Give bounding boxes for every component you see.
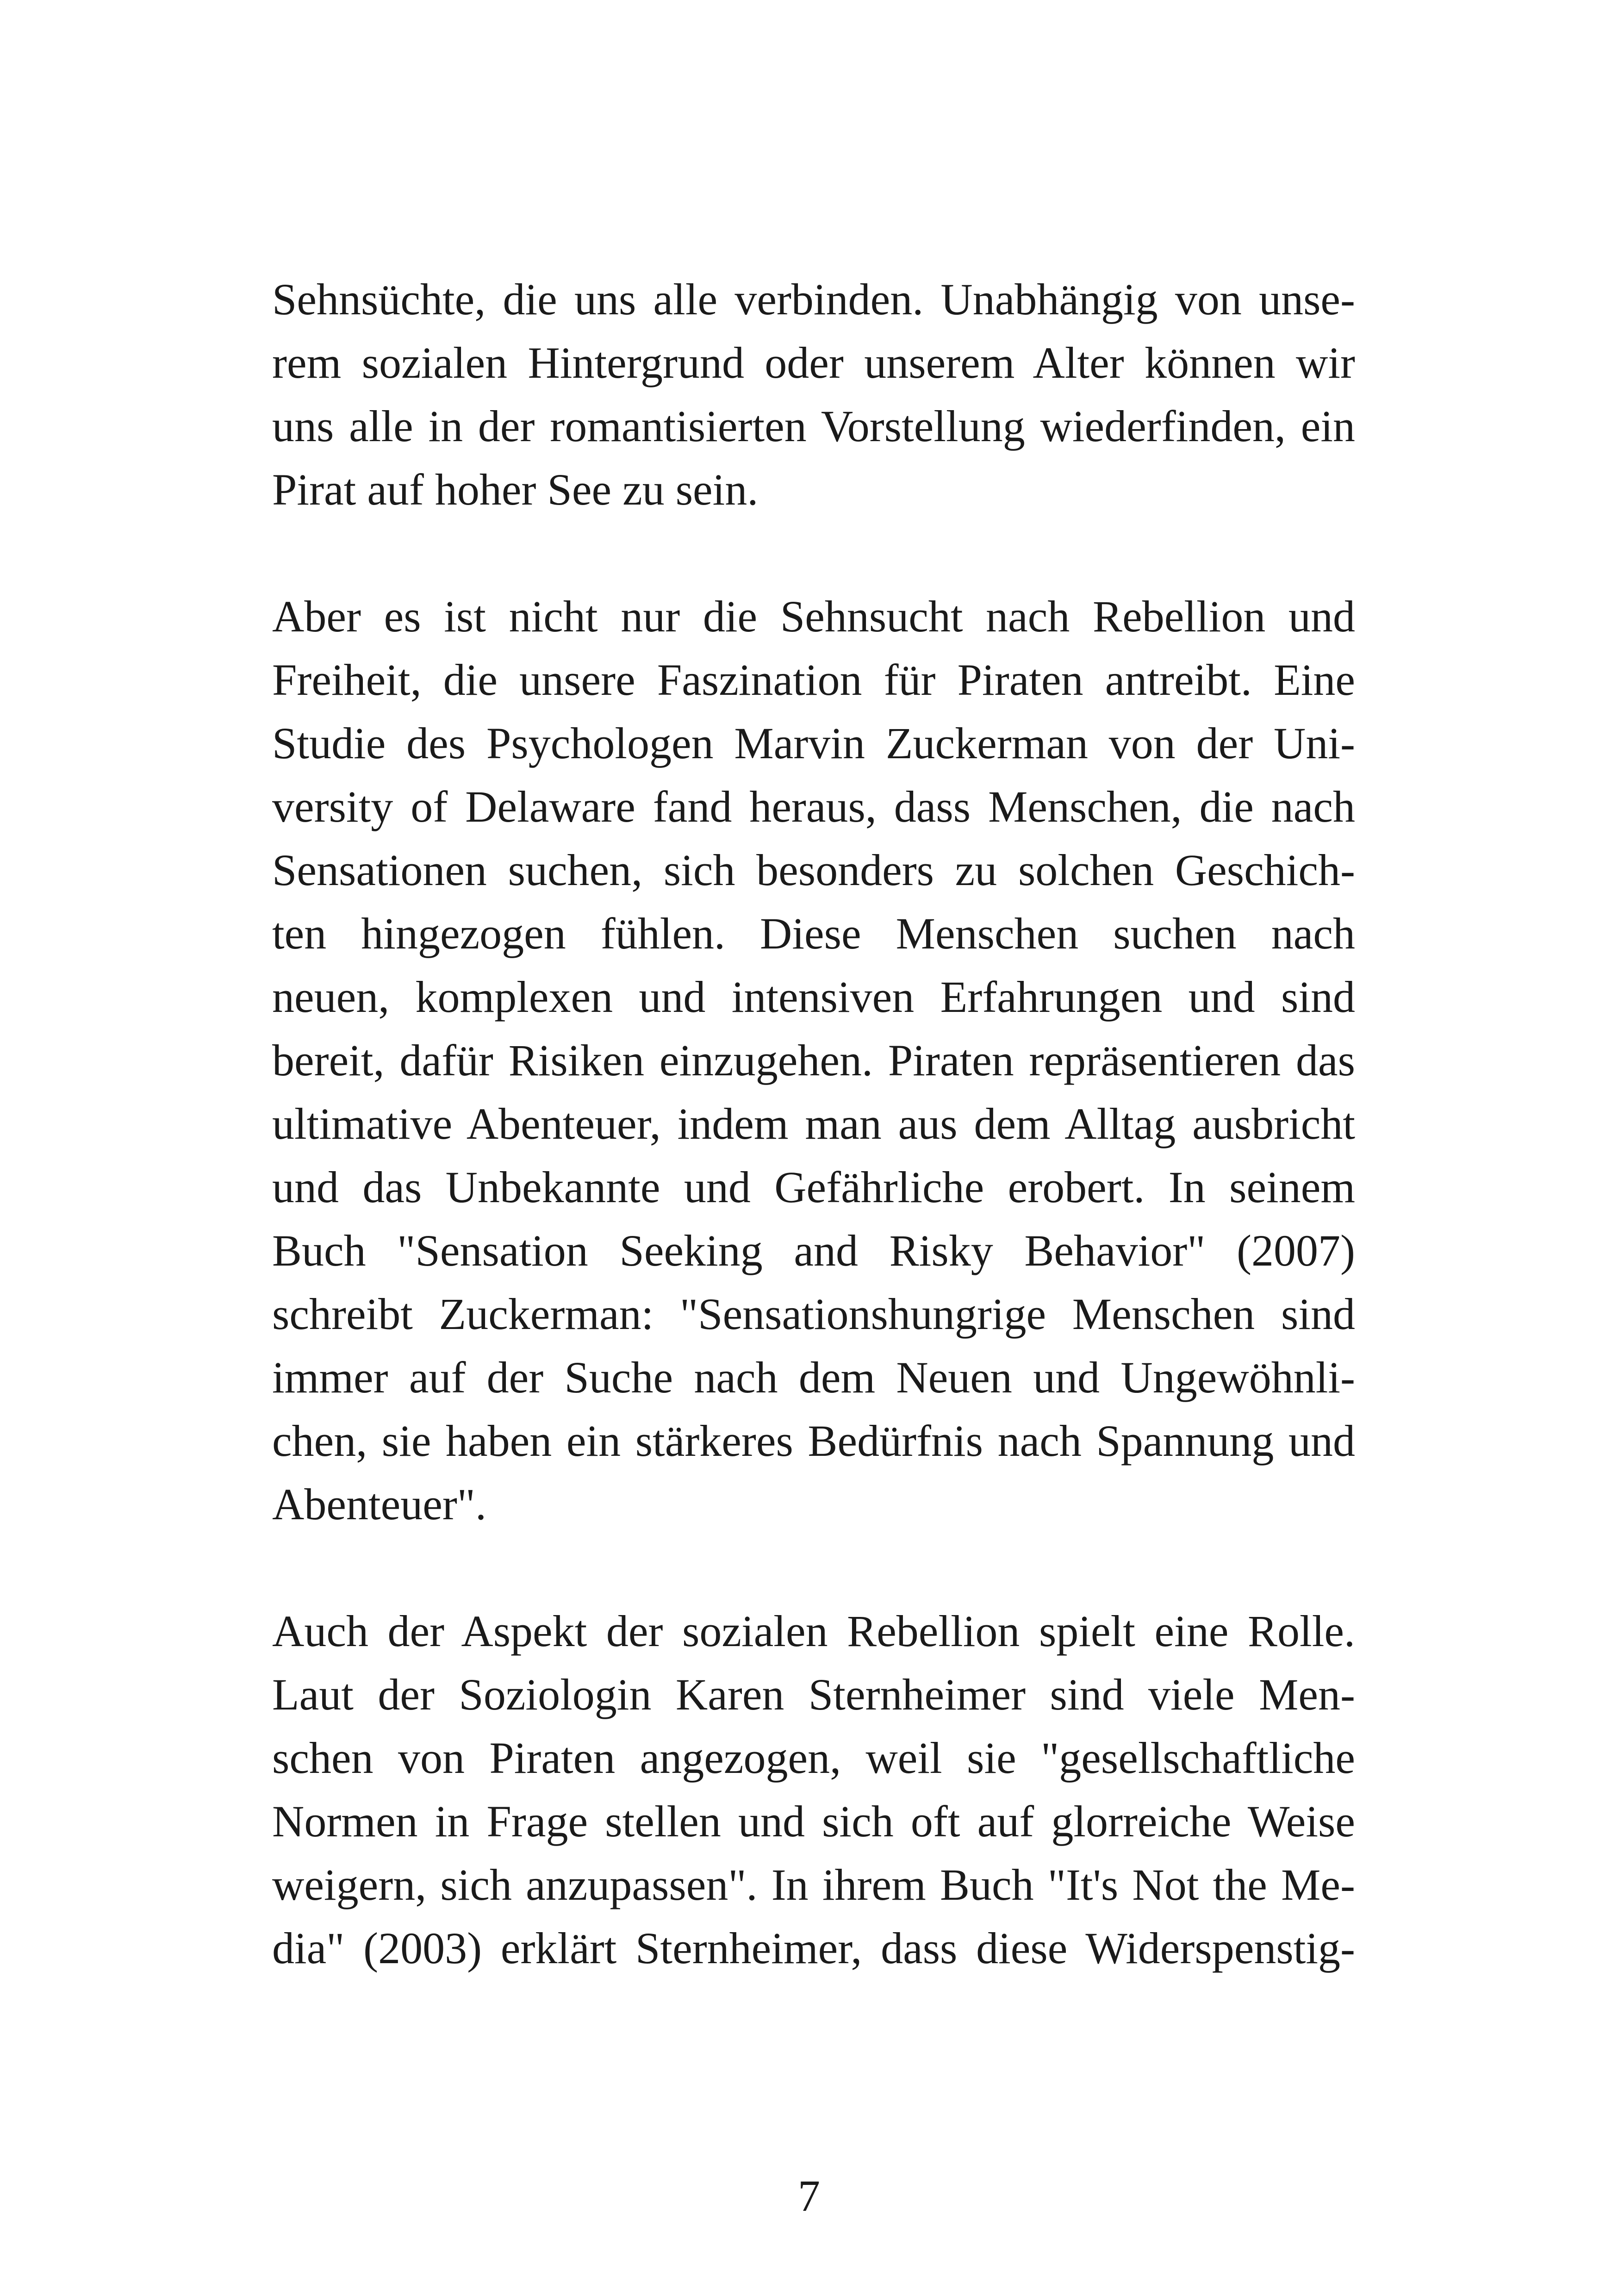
text-line: neuen, komplexen und intensiven Erfahrungen und sind xyxy=(272,972,1355,1022)
text-line: Studie des Psychologen Marvin Zuckerman von der Uni- xyxy=(272,718,1355,768)
text-line: Abenteuer". xyxy=(272,1479,486,1529)
text-line: Freiheit, die unsere Faszination für Piraten antreibt. Eine xyxy=(272,655,1355,705)
text-line: ultimative Abenteuer, indem man aus dem Alltag ausbricht xyxy=(272,1099,1355,1148)
paragraph xyxy=(272,1599,1355,1980)
text-line: und das Unbekannte und Gefährliche erobert. In seinem xyxy=(272,1162,1355,1212)
text-line: Normen in Frage stellen und sich oft auf glorreiche Weise xyxy=(272,1797,1355,1846)
text-line: versity of Delaware fand heraus, dass Menschen, die nach xyxy=(272,782,1355,831)
text-line: Aber es ist nicht nur die Sehnsucht nach Rebellion und xyxy=(272,592,1355,641)
text-line: immer auf der Suche nach dem Neuen und Ungewöhnli- xyxy=(272,1353,1355,1402)
text-line: uns alle in der romantisierten Vorstellung wiederfinden, ein xyxy=(272,401,1355,451)
text-line: Sehnsüchte, die uns alle verbinden. Unabhängig von unse- xyxy=(272,275,1355,324)
text-line: Laut der Soziologin Karen Sternheimer sind viele Men- xyxy=(272,1670,1355,1719)
text-line: schreibt Zuckerman: "Sensationshungrige Menschen sind xyxy=(272,1289,1355,1339)
text-line: Auch der Aspekt der sozialen Rebellion spielt eine Rolle. xyxy=(272,1606,1355,1656)
page-number: 7 xyxy=(798,2171,820,2221)
text-line: rem sozialen Hintergrund oder unserem Alter können wir xyxy=(272,338,1355,387)
text-line: ten hingezogen fühlen. Diese Menschen suchen nach xyxy=(272,909,1355,958)
text-line: Sensationen suchen, sich besonders zu solchen Geschich- xyxy=(272,845,1355,895)
body-text xyxy=(272,268,1355,1980)
text-line: chen, sie haben ein stärkeres Bedürfnis nach Spannung und xyxy=(272,1416,1355,1466)
paragraph xyxy=(272,268,1355,521)
paragraph xyxy=(272,585,1355,1536)
text-line: bereit, dafür Risiken einzugehen. Piraten repräsentieren das xyxy=(272,1036,1355,1085)
text-line: dia" (2003) erklärt Sternheimer, dass diese Widerspenstig- xyxy=(272,1923,1355,1973)
paragraph-gap xyxy=(272,521,1355,585)
text-line: weigern, sich anzupassen". In ihrem Buch "It's Not the Me- xyxy=(272,1860,1355,1909)
text-line: Buch "Sensation Seeking and Risky Behavior" (2007) xyxy=(272,1226,1355,1275)
text-line: schen von Piraten angezogen, weil sie "gesellschaftliche xyxy=(272,1733,1355,1783)
paragraph-gap xyxy=(272,1536,1355,1599)
text-line: Pirat auf hoher See zu sein. xyxy=(272,465,759,514)
